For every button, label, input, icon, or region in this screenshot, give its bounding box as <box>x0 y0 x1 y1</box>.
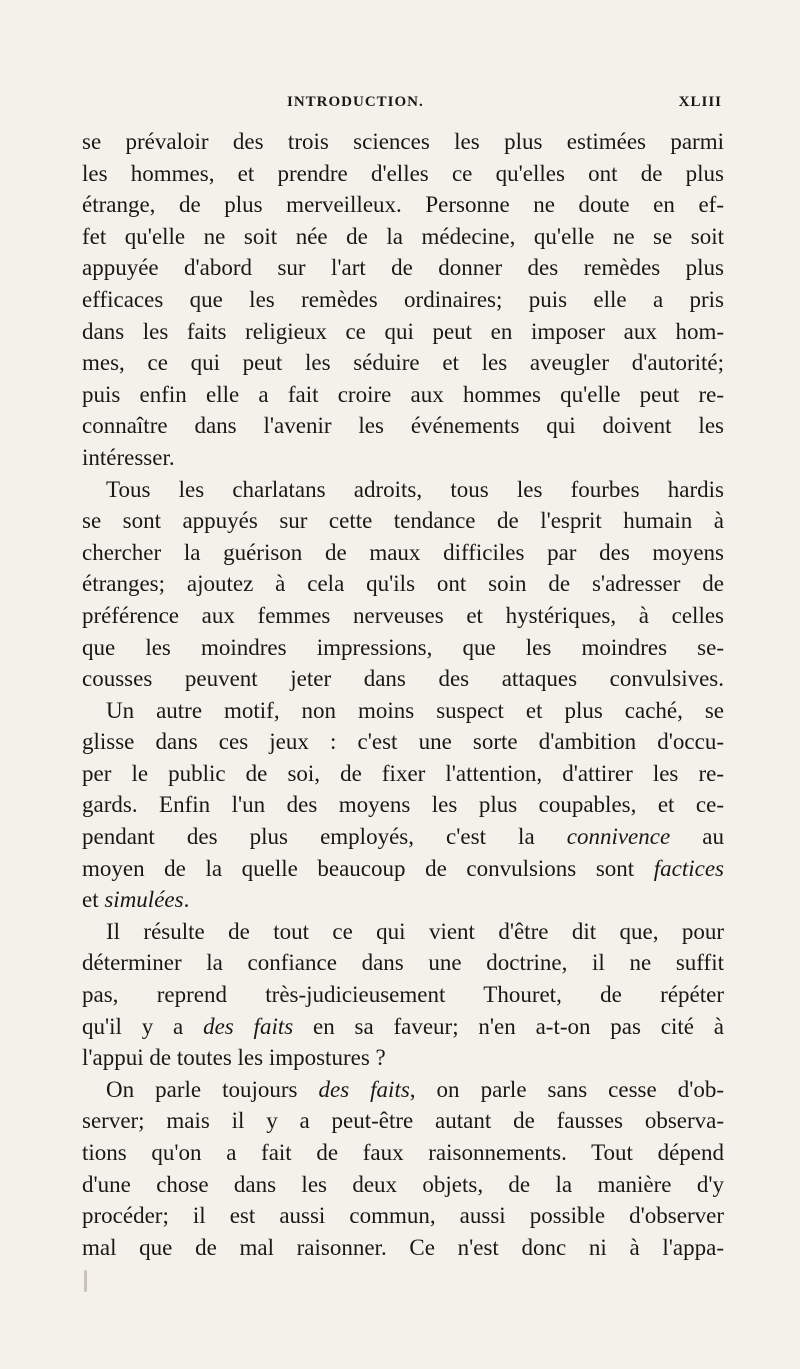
text-line: étranges; ajoutez à cela qu'ils ont soin de s'adresser de <box>82 571 724 597</box>
text-line: mal que de mal raisonner. Ce n'est donc ni à l'appa- <box>82 1234 724 1260</box>
paragraph-start: Tous les charlatans adroits, tous les fourbes hardis <box>106 476 724 502</box>
text-line: fet qu'elle ne soit née de la médecine, qu'elle ne se soit <box>82 223 724 249</box>
text-line <box>82 853 724 885</box>
text-run: pendant des plus employés, c'est la <box>82 824 567 850</box>
text-body <box>82 126 724 1263</box>
text-line: préférence aux femmes nerveuses et hystériques, à celles <box>82 602 724 628</box>
italic-simulees: simulées <box>104 887 184 913</box>
text-line: appuyée d'abord sur l'art de donner des remèdes plus <box>82 255 724 281</box>
italic-des-faits: des faits <box>318 1076 410 1102</box>
text-line: glisse dans ces jeux : c'est une sorte d'ambition d'occu- <box>82 729 724 755</box>
header-title: INTRODUCTION. <box>287 94 424 110</box>
text-line <box>82 821 724 853</box>
text-line: déterminer la confiance dans une doctrine, il ne suffit <box>82 950 724 976</box>
text-line: pas, reprend très-judicieusement Thouret, de répéter <box>82 982 724 1008</box>
text-line: chercher la guérison de maux difficiles par des moyens <box>82 539 724 565</box>
text-run: en sa faveur; n'en a-t-on pas cité à <box>293 1013 724 1039</box>
text-line: l'appui de toutes les impostures ? <box>82 1045 386 1071</box>
text-run: et <box>82 887 105 913</box>
text-line: tions qu'on a fait de faux raisonnements. Tout dépend <box>82 1140 724 1165</box>
text-line: per le public de soi, de fixer l'attention, d'attirer les re- <box>82 760 724 786</box>
running-header <box>82 94 722 118</box>
text-line: connaître dans l'avenir les événements qui doivent les <box>82 413 724 439</box>
text-line: efficaces que les remèdes ordinaires; puis elle a pris <box>82 286 724 312</box>
margin-mark <box>84 1270 87 1292</box>
text-line: cousses peuvent jeter dans des attaques convulsives. <box>82 666 724 692</box>
text-line: que les moindres impressions, que les moindres se- <box>82 634 724 660</box>
text-line: d'une chose dans les deux objets, de la manière d'y <box>82 1171 724 1197</box>
text-line <box>82 884 724 916</box>
paragraph-start: Un autre motif, non moins suspect et plus caché, se <box>106 697 724 723</box>
text-run: On parle toujours <box>106 1076 319 1102</box>
text-line: intéresser. <box>82 444 175 470</box>
paragraph-start <box>82 1074 724 1106</box>
page-number: XLIII <box>678 94 722 110</box>
text-line: server; mais il y a peut-être autant de fausses observa- <box>82 1108 724 1134</box>
text-line: étrange, de plus merveilleux. Personne ne doute en ef- <box>82 192 724 218</box>
italic-des-faits: des faits <box>203 1013 294 1039</box>
text-line: gards. Enfin l'un des moyens les plus coupables, et ce- <box>82 792 724 818</box>
text-line: les hommes, et prendre d'elles ce qu'elles ont de plus <box>82 160 724 186</box>
text-line: procéder; il est aussi commun, aussi possible d'observer <box>82 1203 724 1229</box>
text-run: au <box>670 824 724 850</box>
text-line: se sont appuyés sur cette tendance de l'esprit humain à <box>82 508 724 534</box>
text-line: dans les faits religieux ce qui peut en imposer aux hom- <box>82 318 724 344</box>
text-line <box>82 1011 724 1043</box>
text-run: qu'il y a <box>82 1013 204 1039</box>
paragraph-start: Il résulte de tout ce qui vient d'être dit que, pour <box>106 918 724 944</box>
text-run: , on parle sans cesse d'ob- <box>409 1076 724 1102</box>
text-line: puis enfin elle a fait croire aux hommes qu'elle peut re- <box>82 381 724 407</box>
text-run: . <box>183 887 190 913</box>
text-line: mes, ce qui peut les séduire et les aveugler d'autorité; <box>82 350 724 376</box>
italic-factices: factices <box>653 855 724 881</box>
text-run: moyen de la quelle beaucoup de convulsions sont <box>82 855 654 881</box>
text-line: se prévaloir des trois sciences les plus estimées parmi <box>82 129 724 154</box>
italic-connivence: connivence <box>566 824 671 850</box>
